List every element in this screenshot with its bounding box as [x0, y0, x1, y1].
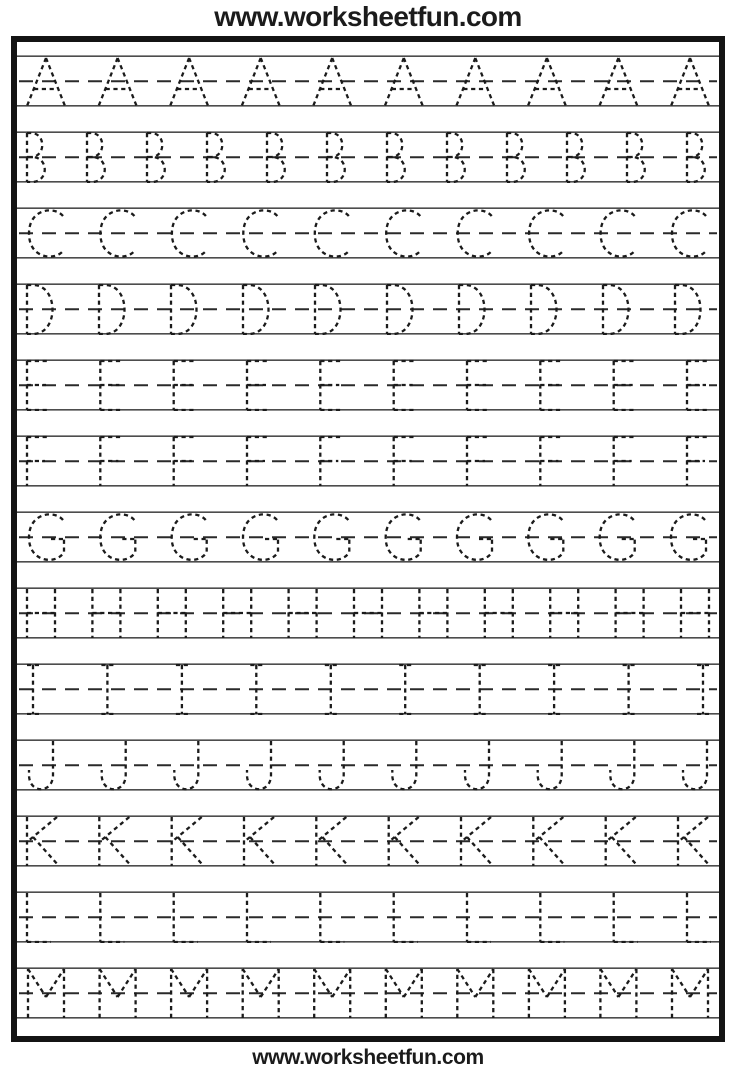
trace-row-l	[17, 891, 719, 943]
worksheet-frame	[11, 36, 725, 1042]
trace-row-c	[17, 207, 719, 259]
trace-letter-b	[87, 133, 105, 182]
trace-letter-b	[387, 133, 405, 182]
trace-letter-f	[320, 437, 343, 486]
trace-row-svg-h	[17, 587, 719, 639]
trace-row-svg-l	[17, 891, 719, 943]
trace-letter-f	[614, 437, 637, 486]
trace-row-svg-f	[17, 435, 719, 487]
trace-row-svg-e	[17, 359, 719, 411]
trace-row-m	[17, 967, 719, 1019]
trace-letter-e	[320, 361, 343, 410]
trace-row-d	[17, 283, 719, 335]
trace-letter-f	[247, 437, 270, 486]
trace-row-g	[17, 511, 719, 563]
trace-row-svg-a	[17, 55, 719, 107]
footer-site-url: www.worksheetfun.com	[252, 1046, 484, 1069]
trace-row-k	[17, 815, 719, 867]
trace-row-svg-g	[17, 511, 719, 563]
trace-letter-e	[247, 361, 270, 410]
trace-row-svg-j	[17, 739, 719, 791]
header-site-url: www.worksheetfun.com	[214, 1, 522, 32]
trace-row-j	[17, 739, 719, 791]
trace-row-svg-c	[17, 207, 719, 259]
trace-row-svg-i	[17, 663, 719, 715]
trace-row-svg-d	[17, 283, 719, 335]
trace-row-svg-m	[17, 967, 719, 1019]
trace-row-svg-k	[17, 815, 719, 867]
trace-letter-f	[687, 437, 710, 486]
trace-row-i	[17, 663, 719, 715]
trace-row-b	[17, 131, 719, 183]
trace-row-f	[17, 435, 719, 487]
trace-letter-e	[614, 361, 637, 410]
trace-row-a	[17, 55, 719, 107]
trace-letter-h	[158, 589, 186, 638]
trace-letter-b	[507, 133, 525, 182]
trace-letter-b	[207, 133, 225, 182]
trace-letter-e	[687, 361, 710, 410]
trace-row-h	[17, 587, 719, 639]
trace-letter-h	[92, 589, 120, 638]
trace-row-svg-b	[17, 131, 719, 183]
trace-letter-b	[687, 133, 705, 182]
trace-row-e	[17, 359, 719, 411]
